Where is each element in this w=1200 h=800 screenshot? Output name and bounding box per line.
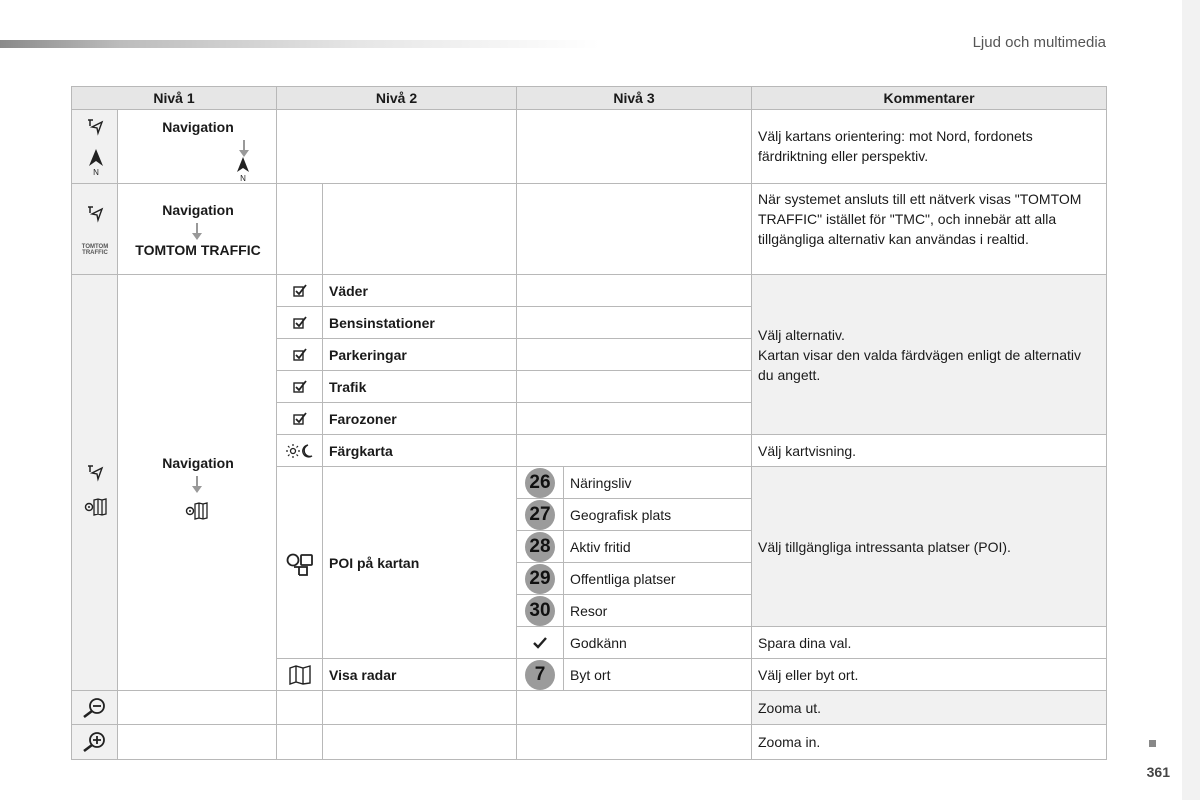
option-parking-level3 [516, 338, 752, 371]
option-traffic-level3 [516, 370, 752, 403]
step-number-badge: 26 [525, 468, 555, 498]
options-comment-line2: Kartan visar den valda färdvägen enligt de alternativ du angett. [758, 347, 1081, 383]
column-header-level1: Nivå 1 [71, 86, 277, 110]
navigation-settings-icon [85, 204, 105, 224]
row2-level3-cell [516, 183, 752, 275]
option-fuel-level3 [516, 306, 752, 339]
poi-item-business[interactable]: Näringsliv [563, 466, 752, 499]
confirm-comment: Spara dina val. [751, 626, 1107, 659]
row2-comment: När systemet ansluts till ett nätverk visas "TOMTOM TRAFFIC" istället för "TMC", och innebär att alla tillgängliga alternativ kan användas i realtid. [758, 191, 1082, 247]
step-number-badge: 7 [525, 660, 555, 690]
map-settings-icon [184, 501, 210, 521]
page-number: 361 [1146, 764, 1170, 780]
option-weather-level3 [516, 274, 752, 307]
options-comment-cell [751, 274, 1107, 435]
option-checkbox-weather[interactable] [276, 274, 323, 307]
poi-item-active-leisure[interactable]: Aktiv fritid [563, 530, 752, 563]
zoom-in-icon-cell [71, 724, 118, 760]
poi-item-number-cell [516, 562, 564, 595]
row1-comment: Välj kartans orientering: mot Nord, fordonets färdriktning eller perspektiv. [758, 128, 1033, 164]
checkbox-checked-icon [293, 316, 307, 329]
map-settings-icon [83, 497, 109, 517]
zoom-in-icon[interactable] [82, 731, 108, 753]
poi-item-number-cell [516, 498, 564, 531]
option-traffic[interactable]: Trafik [322, 370, 517, 403]
color-map-level3 [516, 434, 752, 467]
zoom-out-comment: Zooma ut. [751, 690, 1107, 725]
row1-level2-cell [276, 109, 517, 184]
zoom-in-level2-icon [276, 724, 323, 760]
row2-level1-label: Navigation [162, 202, 234, 218]
zoom-out-icon[interactable] [82, 697, 108, 719]
zoom-out-level2-icon [276, 690, 323, 725]
option-weather[interactable]: Väder [322, 274, 517, 307]
poi-item-number-cell [516, 594, 564, 627]
row1-level3-cell [516, 109, 752, 184]
checkbox-checked-icon [293, 284, 307, 297]
map-icon [289, 665, 311, 685]
step-number-badge: 27 [525, 500, 555, 530]
day-night-icon-cell [276, 434, 323, 467]
column-header-level3: Nivå 3 [516, 86, 752, 110]
poi-comment-cell [751, 466, 1107, 627]
poi-level2-cell [322, 466, 517, 659]
zoom-in-comment: Zooma in. [751, 724, 1107, 760]
checkbox-checked-icon [293, 412, 307, 425]
zoom-out-icon-cell [71, 690, 118, 725]
svg-text:N: N [240, 174, 246, 182]
poi-item-number-cell [516, 466, 564, 499]
zoom-in-level2 [322, 724, 517, 760]
map-block-level1-cell [117, 274, 277, 691]
row2-comment-cell [751, 183, 1107, 275]
option-danger-zones-level3 [516, 402, 752, 435]
confirm-icon-cell [516, 626, 564, 659]
radar-icon-cell [276, 658, 323, 691]
svg-text:N: N [93, 168, 99, 176]
color-map-option[interactable]: Färgkarta [322, 434, 517, 467]
change-city-button[interactable]: Byt ort [563, 658, 752, 691]
poi-item-public-places[interactable]: Offentliga platser [563, 562, 752, 595]
row2-level1-cell [117, 183, 277, 275]
zoom-in-level3 [516, 724, 752, 760]
column-header-comments: Kommentarer [751, 86, 1107, 110]
day-night-icon [286, 443, 314, 459]
north-arrow-icon [236, 156, 250, 182]
row2-level1-traffic-label: TOMTOM TRAFFIC [135, 242, 261, 258]
poi-item-number-cell [516, 530, 564, 563]
down-arrow-icon [196, 476, 198, 487]
row1-comment-cell [751, 109, 1107, 184]
option-checkbox-fuel[interactable] [276, 306, 323, 339]
row2-level2-icon-cell [276, 183, 323, 275]
header-gradient-bar [0, 40, 600, 48]
map-block-icon-cell [71, 274, 118, 691]
down-arrow-icon [196, 223, 198, 234]
navigation-settings-icon [85, 117, 105, 137]
poi-on-map-label[interactable]: POI på kartan [329, 555, 420, 571]
poi-item-geographic[interactable]: Geografisk plats [563, 498, 752, 531]
zoom-out-level1 [117, 690, 277, 725]
radar-number-cell [516, 658, 564, 691]
zoom-out-level3 [516, 690, 752, 725]
poi-comment: Välj tillgängliga intressanta platser (POI). [758, 539, 1011, 555]
zoom-in-level1 [117, 724, 277, 760]
show-radar-option[interactable]: Visa radar [322, 658, 517, 691]
color-map-comment: Välj kartvisning. [751, 434, 1107, 467]
page-edge-strip [1182, 0, 1200, 800]
row1-level1-label: Navigation [162, 119, 234, 135]
option-checkbox-danger-zones[interactable] [276, 402, 323, 435]
row2-level2-cell [322, 183, 517, 275]
option-checkbox-parking[interactable] [276, 338, 323, 371]
option-fuel-stations[interactable]: Bensinstationer [322, 306, 517, 339]
tomtom-traffic-logo-icon: TOMTOM TRAFFIC [81, 244, 109, 256]
step-number-badge: 28 [525, 532, 555, 562]
poi-icon-cell [276, 466, 323, 659]
page-marker [1149, 740, 1156, 747]
checkbox-checked-icon [293, 348, 307, 361]
poi-item-travel[interactable]: Resor [563, 594, 752, 627]
step-number-badge: 30 [525, 596, 555, 626]
column-header-level2: Nivå 2 [276, 86, 517, 110]
navigation-settings-icon [85, 463, 105, 483]
step-number-badge: 29 [525, 564, 555, 594]
row1-level1-cell [117, 109, 277, 184]
checkbox-checked-icon [293, 380, 307, 393]
row2-icon-cell [71, 183, 118, 275]
option-checkbox-traffic[interactable] [276, 370, 323, 403]
option-danger-zones[interactable]: Farozoner [322, 402, 517, 435]
menu-table [71, 86, 1107, 760]
poi-icon [285, 553, 315, 577]
north-arrow-icon [87, 148, 105, 176]
map-block-level1-label: Navigation [162, 455, 234, 471]
down-arrow-icon [243, 140, 245, 151]
row1-icon-cell [71, 109, 118, 184]
option-parking[interactable]: Parkeringar [322, 338, 517, 371]
checkmark-icon [533, 637, 547, 649]
confirm-button[interactable]: Godkänn [563, 626, 752, 659]
options-comment-line1: Välj alternativ. [758, 327, 845, 343]
zoom-out-level2 [322, 690, 517, 725]
radar-comment: Välj eller byt ort. [751, 658, 1107, 691]
section-title: Ljud och multimedia [972, 34, 1106, 51]
